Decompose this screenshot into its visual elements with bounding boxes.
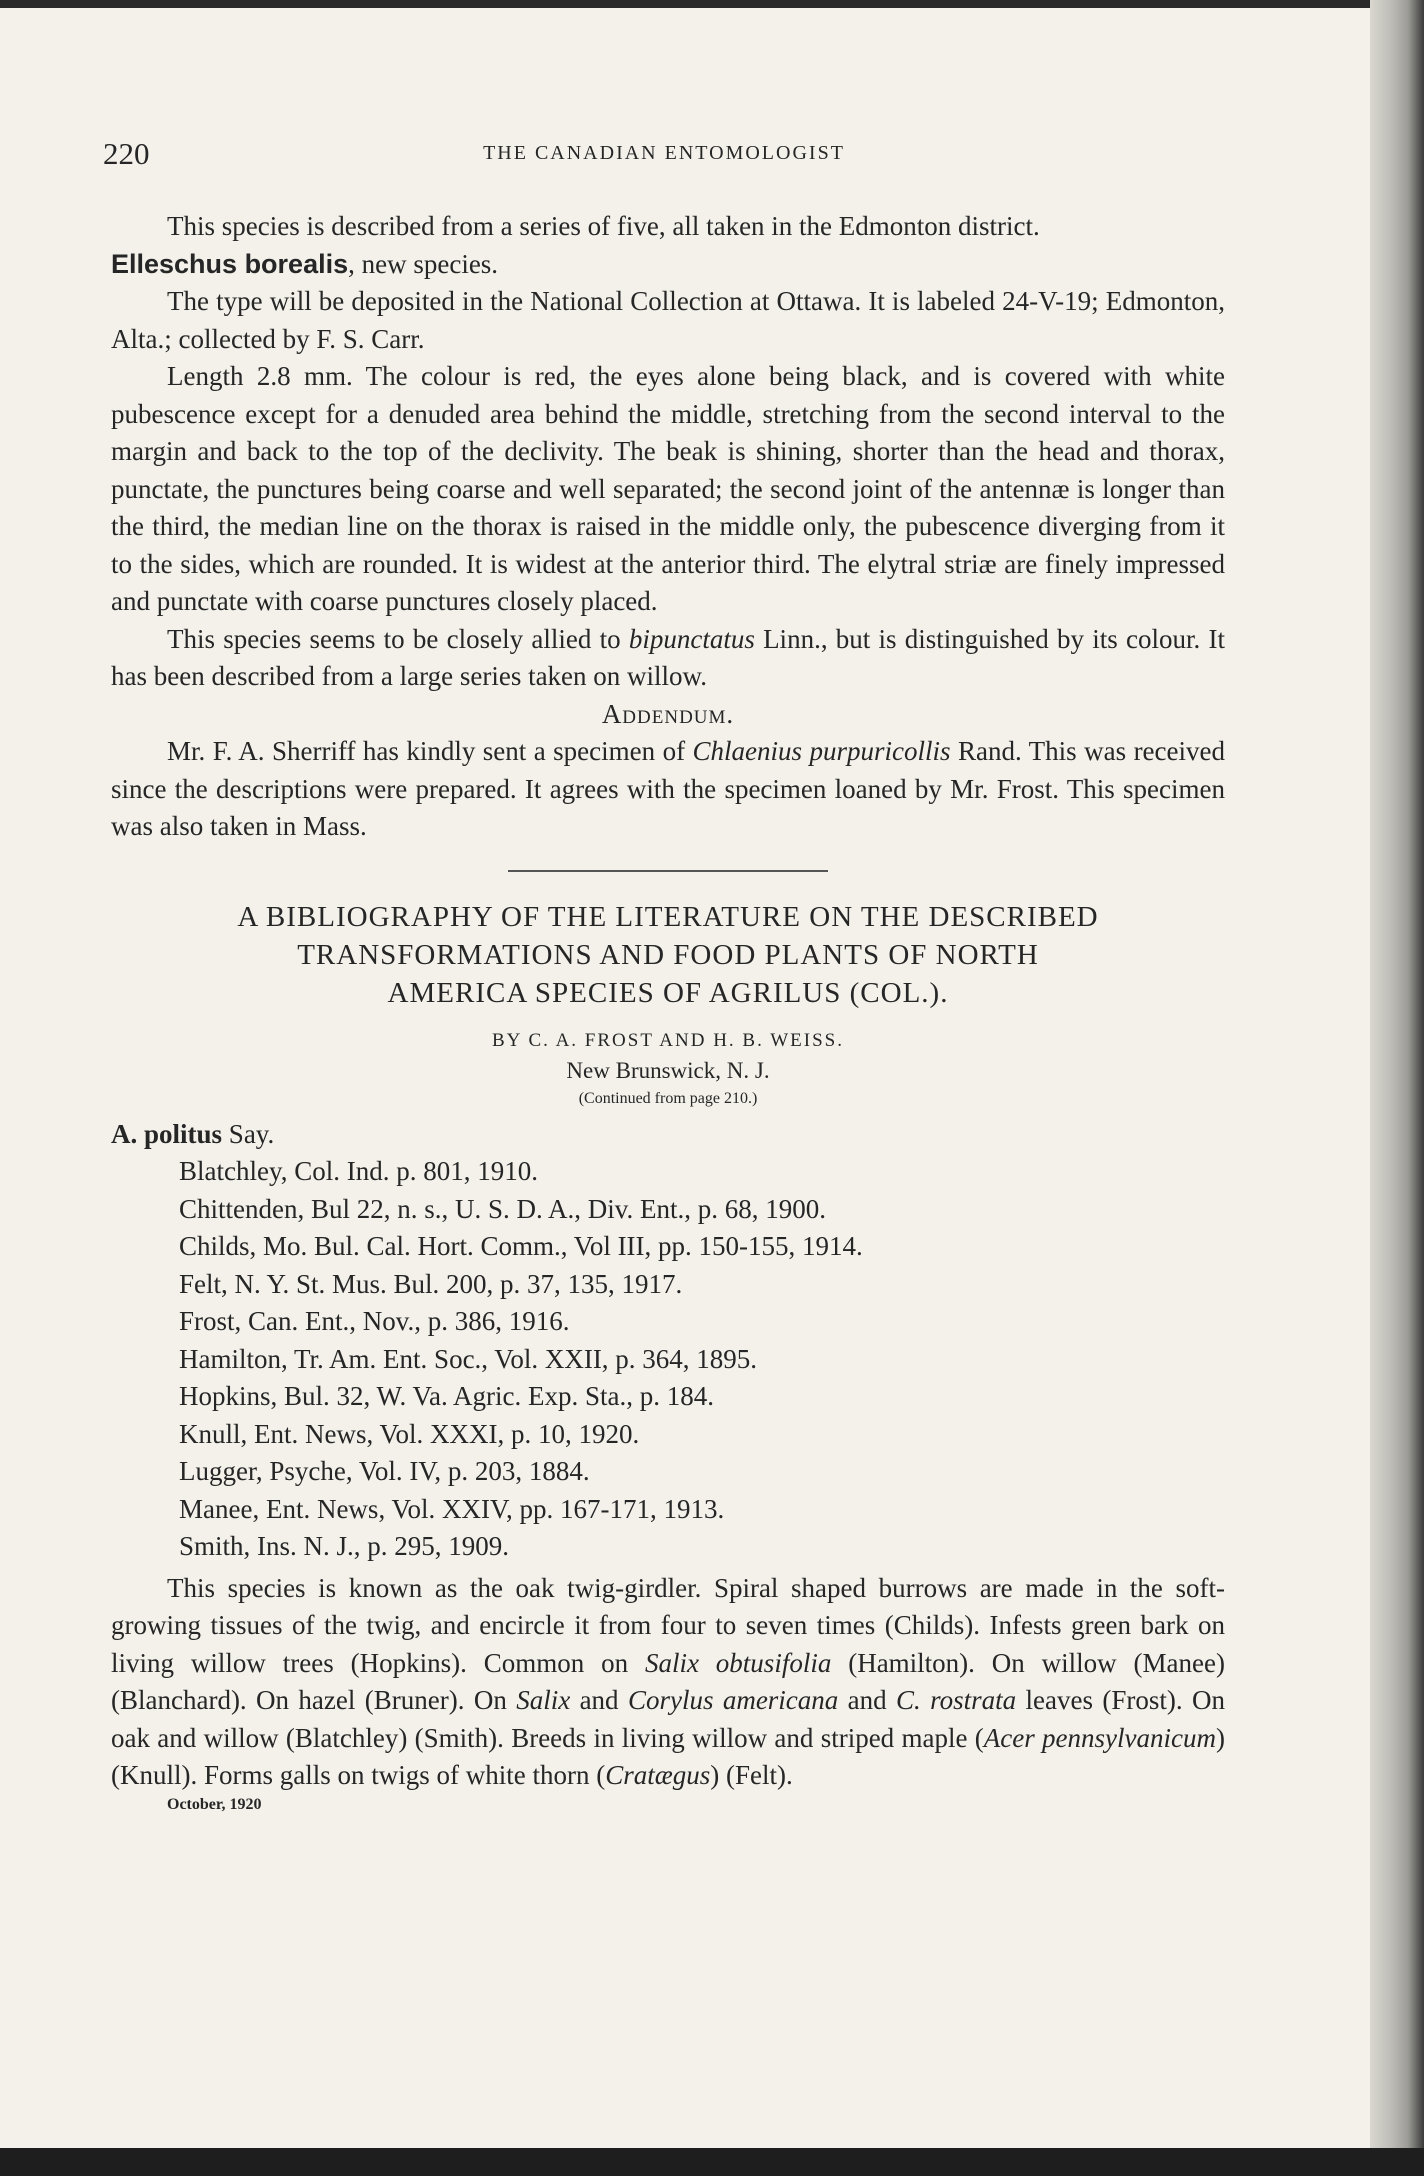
allied-paragraph	[111, 621, 1225, 696]
book-page	[0, 8, 1370, 2148]
page-number: 220	[103, 136, 150, 171]
article-title-line-3: AMERICA SPECIES OF AGRILUS (COL.).	[387, 976, 949, 1009]
species-heading-borealis	[111, 246, 1225, 284]
issue-date: October, 1920	[167, 1795, 262, 1813]
italic-taxon: Cratægus	[605, 1760, 711, 1790]
reference-item: Hamilton, Tr. Am. Ent. Soc., Vol. XXII, p. 364, 1895.	[179, 1343, 758, 1374]
italic-taxon: bipunctatus	[628, 623, 755, 654]
text-run: Linn., but is distinguished by its colour. It has been described from a large series taken on willow.	[111, 623, 1226, 691]
page-header	[103, 136, 1225, 176]
text-run: leaves (Frost). On oak and willow (Blatchley) (Smith). Breeds in living willow and striped maple (	[111, 1685, 1226, 1753]
reference-item: Felt, N. Y. St. Mus. Bul. 200, p. 37, 135, 1917.	[179, 1268, 683, 1299]
reference-item: Frost, Can. Ent., Nov., p. 386, 1916.	[179, 1306, 570, 1336]
italic-taxon: Acer pennsylvanicum	[983, 1722, 1216, 1753]
article-title-line-1: A BIBLIOGRAPHY OF THE LITERATURE ON THE DESCRIBED	[237, 900, 1099, 933]
scan-bottom-border	[0, 2148, 1424, 2176]
text-run: Mr. F. A. Sherriff has kindly sent a specimen of	[167, 736, 693, 766]
addendum-paragraph	[111, 733, 1225, 846]
species-status: , new species.	[348, 248, 499, 279]
main-column	[111, 208, 1225, 1815]
text-run: ) (Felt).	[710, 1760, 793, 1790]
reference-item: Knull, Ent. News, Vol. XXXI, p. 10, 1920.	[179, 1418, 640, 1449]
italic-taxon: Chlaenius purpuricollis	[692, 736, 951, 766]
text-run: This species is known as the oak twig-girdler. Spiral shaped burrows are made in the soft-growing tissues of the twig, and encircle it from four to seven times (Childs). Infests green bark on living willow trees (Hopkins). Common on	[111, 1572, 1225, 1678]
reference-item: Chittenden, Bul 22, n. s., U. S. D. A., Div. Ent., p. 68, 1900.	[179, 1193, 827, 1224]
species-author: Say.	[222, 1118, 275, 1149]
reference-item: Manee, Ent. News, Vol. XXIV, pp. 167-171, 1913.	[179, 1493, 725, 1524]
reference-item: Blatchley, Col. Ind. p. 801, 1910.	[179, 1156, 538, 1186]
text-run: and	[838, 1685, 897, 1715]
addendum-heading: Addendum.	[601, 698, 735, 729]
species-name: Elleschus borealis	[111, 248, 349, 279]
reference-list	[111, 1153, 1225, 1566]
italic-taxon: Salix obtusifolia	[644, 1647, 832, 1678]
italic-taxon: Corylus americana	[627, 1685, 839, 1715]
text-run: (Hamilton). On willow (Manee) (Blanchard). On hazel (Bruner). On	[111, 1647, 1225, 1715]
text-run: ) (Knull). Forms galls on twigs of white thorn (	[111, 1722, 1225, 1790]
section-divider	[508, 870, 828, 872]
italic-taxon: Salix	[516, 1685, 571, 1715]
article-title-line-2: TRANSFORMATIONS AND FOOD PLANTS OF NORTH	[297, 938, 1039, 971]
author-location: New Brunswick, N. J.	[566, 1057, 770, 1083]
running-head: THE CANADIAN ENTOMOLOGIST	[483, 142, 845, 164]
text-run: This species seems to be closely allied to	[167, 623, 629, 654]
reference-item: Lugger, Psyche, Vol. IV, p. 203, 1884.	[179, 1456, 590, 1486]
page-edge-shadow	[1370, 0, 1424, 2176]
type-paragraph: The type will be deposited in the National Collection at Ottawa. It is labeled 24-V-19; Edmonton, Alta.; collected by F. S. Carr.	[111, 286, 1225, 354]
article-byline: BY C. A. FROST AND H. B. WEISS.	[492, 1029, 844, 1051]
species-heading-politus	[111, 1116, 1225, 1154]
text-run: Rand. This was received since the descriptions were prepared. It agrees with the specimen loaned by Mr. Frost. This specimen was also taken in Mass.	[111, 736, 1225, 841]
species-name: A. politus	[111, 1118, 223, 1149]
notes-paragraph	[111, 1570, 1225, 1795]
description-paragraph: Length 2.8 mm. The colour is red, the eyes alone being black, and is covered with white pubescence except for a denuded area behind the middle, stretching from the second interval to the margin and back to the top of the declivity. The beak is shining, shorter than the head and thorax, punctate, the punctures being coarse and well separated; the second joint of the antennæ is longer than the third, the median line on the thorax is raised in the middle only, the pubescence diverging from it to the sides, which are rounded. It is widest at the anterior third. The elytral striæ are finely impressed and punctate with coarse punctures closely placed.	[111, 361, 1225, 616]
reference-item: Smith, Ins. N. J., p. 295, 1909.	[179, 1531, 510, 1561]
italic-taxon: C. rostrata	[896, 1685, 1017, 1715]
reference-item: Hopkins, Bul. 32, W. Va. Agric. Exp. Sta., p. 184.	[179, 1381, 715, 1411]
reference-item: Childs, Mo. Bul. Cal. Hort. Comm., Vol III, pp. 150-155, 1914.	[179, 1231, 863, 1261]
continued-note: (Continued from page 210.)	[578, 1089, 758, 1107]
text-run: and	[570, 1685, 628, 1715]
intro-paragraph: This species is described from a series of five, all taken in the Edmonton district.	[167, 211, 1040, 241]
